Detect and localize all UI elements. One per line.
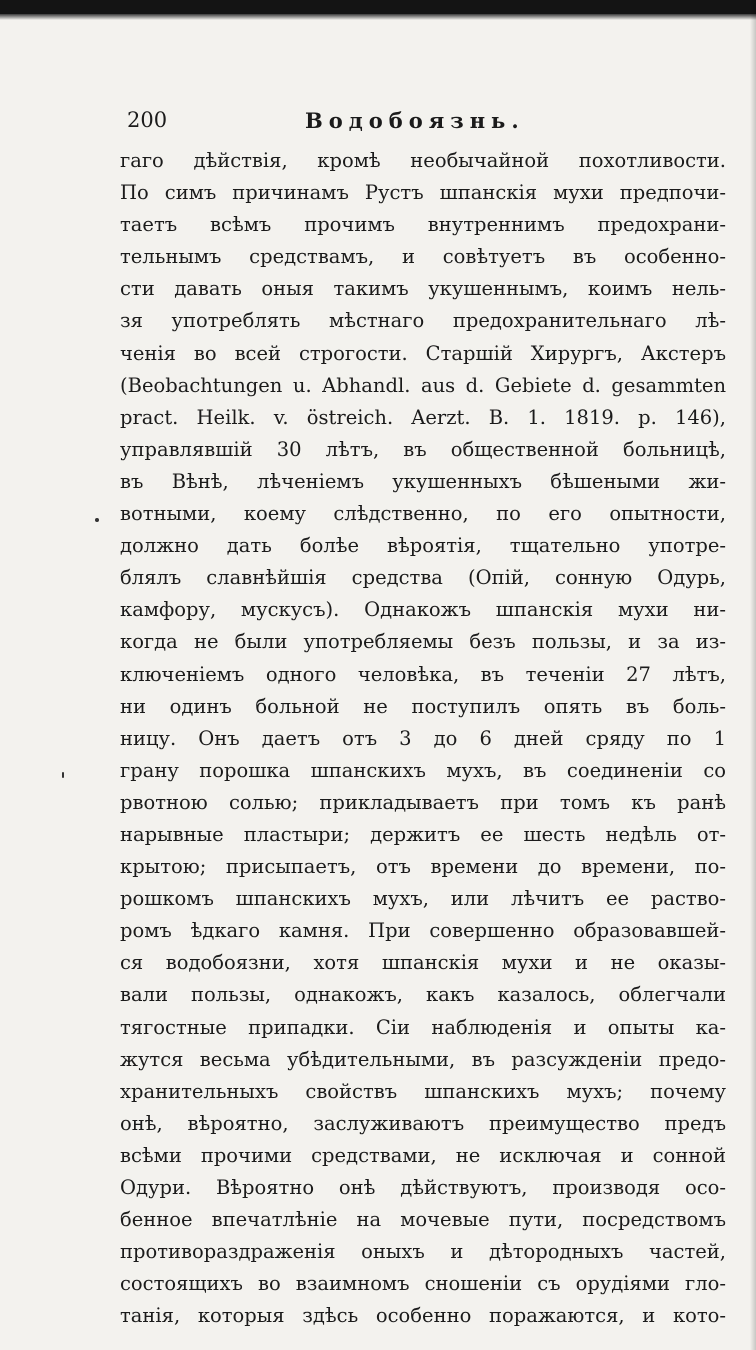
running-title: Водобоязнь. <box>305 108 525 133</box>
text-line: ромъ ѣдкаго камня. При совершенно образовавшей- <box>120 919 726 943</box>
text-line: крытою; присыпаетъ, отъ времени до времени, по- <box>120 855 726 879</box>
text-line: управлявшій 30 лѣтъ, въ общественной больницѣ, <box>120 437 726 461</box>
text-line: вали пользы, однакожъ, какъ казалось, облегчали <box>120 983 726 1007</box>
text-line: камфору, мускусъ). Однакожъ шпанскія мухи ни- <box>120 598 726 622</box>
text-line: жутся весьма убѣдительными, въ разсужденіи предо- <box>120 1047 726 1071</box>
text-line: зя употреблять мѣстнаго предохранительнаго лѣ- <box>120 309 726 333</box>
text-line: pract. Heilk. v. östreich. Aerzt. B. 1. 1819. p. 146), <box>120 405 726 429</box>
text-line: рвотною солью; прикладываетъ при томъ къ ранѣ <box>120 790 726 814</box>
text-line: должно дать болѣе вѣроятія, тщательно употре- <box>120 534 726 558</box>
page-right-shadow <box>750 0 756 1350</box>
text-line: тельнымъ средствамъ, и совѣтуетъ въ особенно- <box>120 245 726 269</box>
text-line: ченія во всей строгости. Старшій Хирургъ, Акстеръ <box>120 341 726 365</box>
text-line: (Beobachtungen u. Abhandl. aus d. Gebiete d. gesammten <box>120 373 726 397</box>
text-line: всѣми прочими средствами, не исключая и сонной <box>120 1143 726 1167</box>
text-line: таетъ всѣмъ прочимъ внутреннимъ предохрани- <box>120 213 726 237</box>
text-line: рошкомъ шпанскихъ мухъ, или лѣчитъ ее раство- <box>120 887 726 911</box>
text-line: ся водобоязни, хотя шпанскія мухи и не оказы- <box>120 951 726 975</box>
ink-speck <box>95 518 99 522</box>
ink-speck <box>62 772 64 778</box>
page-header <box>127 108 557 138</box>
page-top-edge <box>0 0 756 14</box>
text-line: въ Вѣнѣ, лѣченіемъ укушенныхъ бѣшеными жи- <box>120 469 726 493</box>
text-line: танія, которыя здѣсь особенно поражаются, и кото- <box>120 1304 726 1328</box>
text-line: хранительныхъ свойствъ шпанскихъ мухъ; почему <box>120 1079 726 1103</box>
text-line: гаго дѣйствія, кромѣ необычайной похотливости. <box>120 149 726 172</box>
body-text <box>120 145 726 1332</box>
text-line: противораздраженія оныхъ и дѣтородныхъ частей, <box>120 1240 726 1264</box>
text-line: блялъ славнѣйшія средства (Опій, сонную Одурь, <box>120 566 726 590</box>
text-line: состоящихъ во взаимномъ сношеніи съ орудіями гло- <box>120 1272 726 1296</box>
page-number: 200 <box>127 108 168 132</box>
text-line: ключеніемъ одного человѣка, въ теченіи 27 лѣтъ, <box>120 662 726 686</box>
text-line: нарывные пластыри; держитъ ее шесть недѣль от- <box>120 822 726 846</box>
text-line: вотными, коему слѣдственно, по его опытности, <box>120 502 726 526</box>
text-line: грану порошка шпанскихъ мухъ, въ соединеніи со <box>120 758 726 782</box>
text-line: По симъ причинамъ Рустъ шпанскія мухи предпочи- <box>120 181 726 205</box>
text-line: ницу. Онъ даетъ отъ 3 до 6 дней сряду по 1 <box>120 726 726 750</box>
text-line: бенное впечатлѣніе на мочевые пути, посредствомъ <box>120 1208 726 1232</box>
text-line: Одури. Вѣроятно онѣ дѣйствуютъ, производя осо- <box>120 1176 726 1199</box>
text-line: онѣ, вѣроятно, заслуживаютъ преимущество предъ <box>120 1111 726 1135</box>
text-line: когда не были употребляемы безъ пользы, и за из- <box>120 630 726 654</box>
text-line: тягостные припадки. Сіи наблюденія и опыты ка- <box>120 1015 726 1039</box>
text-line: сти давать оныя такимъ укушеннымъ, коимъ нель- <box>120 277 726 301</box>
text-line: ни одинъ больной не поступилъ опять въ боль- <box>120 694 726 718</box>
